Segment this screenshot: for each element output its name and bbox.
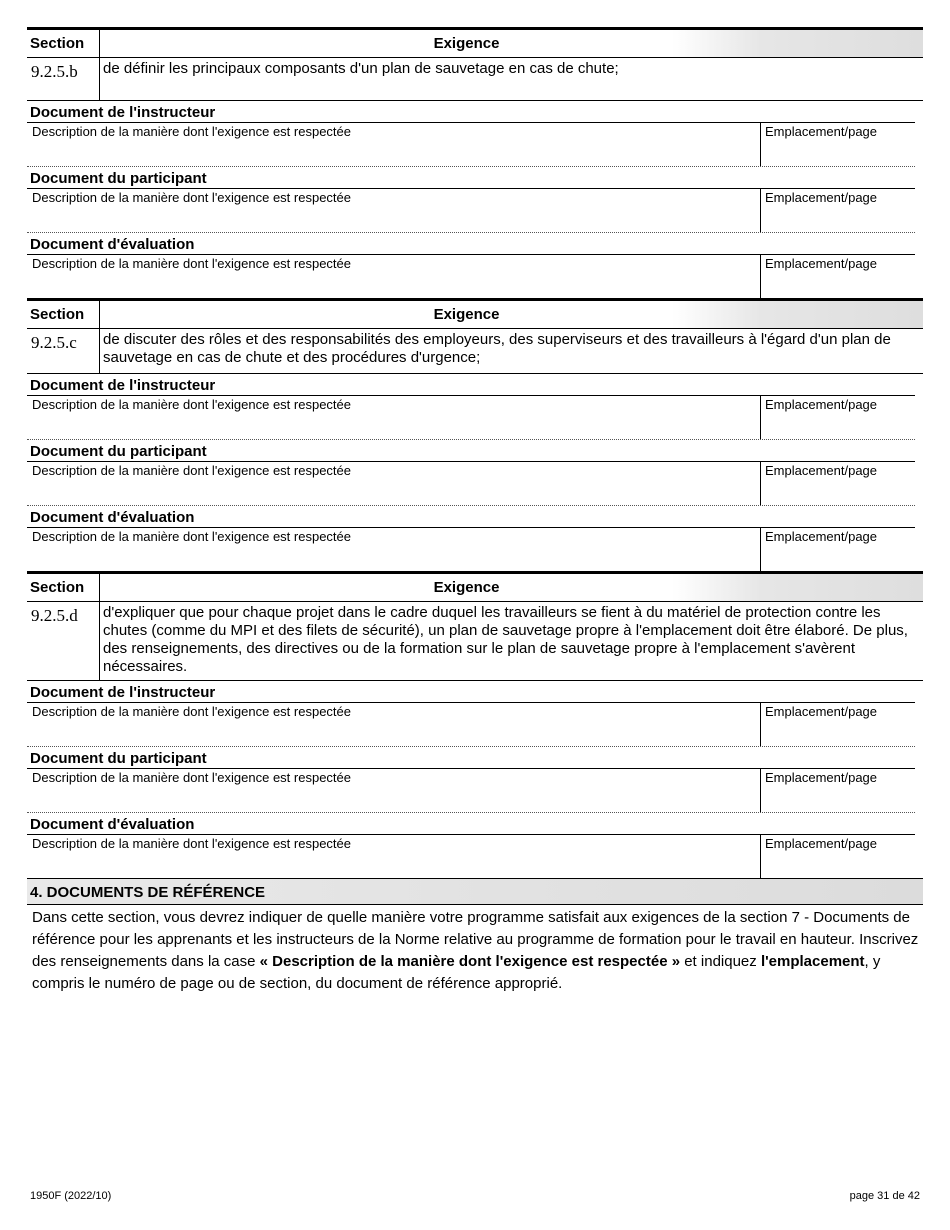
doc-title-evaluation: Document d'évaluation [30,236,195,253]
doc-row-participant [27,768,915,813]
section-header [27,27,923,57]
description-field[interactable]: Description de la manière dont l'exigence est respectée [32,463,351,478]
exigence-column-header: Exigence [433,306,500,323]
reference-instructions [27,905,923,995]
form-id: 1950F (2022/10) [30,1190,112,1202]
requirement-row [27,601,923,681]
requirement-row [27,57,923,101]
section-number: 9.2.5.c [27,329,100,373]
exigence-column-header: Exigence [433,579,500,596]
location-field[interactable]: Emplacement/page [760,769,915,812]
requirement-block-9-2-5-d [27,571,923,878]
location-field[interactable]: Emplacement/page [760,462,915,505]
section-column-header: Section [27,30,100,57]
location-field[interactable]: Emplacement/page [760,528,915,571]
location-field[interactable]: Emplacement/page [760,255,915,298]
description-field[interactable]: Description de la manière dont l'exigence est respectée [32,124,351,139]
description-field[interactable]: Description de la manière dont l'exigence est respectée [32,529,351,544]
location-field[interactable]: Emplacement/page [760,703,915,746]
section-header [27,298,923,328]
reference-bold-1: « Description de la manière dont l'exigence est respectée » [259,953,681,970]
doc-row-evaluation [27,254,915,298]
location-field[interactable]: Emplacement/page [760,123,915,166]
requirement-block-9-2-5-c [27,298,923,571]
location-field[interactable]: Emplacement/page [760,396,915,439]
doc-row-evaluation [27,834,915,878]
doc-title-instructor: Document de l'instructeur [30,104,216,121]
section-column-header: Section [27,301,100,328]
doc-row-participant [27,188,915,233]
doc-title-evaluation: Document d'évaluation [30,816,195,833]
description-field[interactable]: Description de la manière dont l'exigence est respectée [32,836,351,851]
section-number: 9.2.5.b [27,58,100,100]
doc-row-instructor [27,702,915,747]
doc-row-evaluation [27,527,915,571]
reference-text-3: , y compris le numéro de page ou de section, du document de référence approprié. [32,953,881,992]
reference-bold-2: l'emplacement [760,953,865,970]
exigence-column-header: Exigence [433,35,500,52]
requirement-text: d'expliquer que pour chaque projet dans le cadre duquel les travailleurs se fient à du matériel de protection contre les chutes (comme du MPI et des filets de sécurité), un plan de sauvetage propre à l'emplacement doit être élaboré. De plus, des renseignements, des directives ou de la formation sur le plan de sauvetage propre à l'emplacement s'avèrent nécessaires. [103,604,908,675]
description-field[interactable]: Description de la manière dont l'exigence est respectée [32,770,351,785]
doc-row-instructor [27,395,915,440]
doc-title-evaluation: Document d'évaluation [30,509,195,526]
reference-text-1: Dans cette section, vous devrez indiquer de quelle manière votre programme satisfait aux exigences de la section 7 - Documents de référence pour les apprenants et les instructeurs de la Norme relative au programme de formation pour le travail en hauteur. Inscrivez des renseignements dans la case [32,909,919,970]
requirement-text: de discuter des rôles et des responsabilités des employeurs, des superviseurs et des travailleurs à l'égard d'un plan de sauvetage en cas de chute et des procédures d'urgence; [103,331,891,366]
description-field[interactable]: Description de la manière dont l'exigence est respectée [32,256,351,271]
reference-section-title: 4. DOCUMENTS DE RÉFÉRENCE [27,878,923,905]
description-field[interactable]: Description de la manière dont l'exigence est respectée [32,190,351,205]
form-page [27,27,923,995]
requirement-block-9-2-5-b [27,27,923,298]
section-header [27,571,923,601]
requirement-text: de définir les principaux composants d'un plan de sauvetage en cas de chute; [103,60,619,77]
reference-text-2: et indiquez [680,953,761,970]
section-number: 9.2.5.d [27,602,100,680]
doc-title-participant: Document du participant [30,443,207,460]
doc-row-instructor [27,122,915,167]
location-field[interactable]: Emplacement/page [760,835,915,878]
requirement-row [27,328,923,374]
doc-title-instructor: Document de l'instructeur [30,684,216,701]
doc-title-instructor: Document de l'instructeur [30,377,216,394]
section-column-header: Section [27,574,100,601]
description-field[interactable]: Description de la manière dont l'exigence est respectée [32,397,351,412]
doc-row-participant [27,461,915,506]
doc-title-participant: Document du participant [30,750,207,767]
page-number: page 31 de 42 [849,1190,920,1202]
doc-title-participant: Document du participant [30,170,207,187]
description-field[interactable]: Description de la manière dont l'exigence est respectée [32,704,351,719]
location-field[interactable]: Emplacement/page [760,189,915,232]
